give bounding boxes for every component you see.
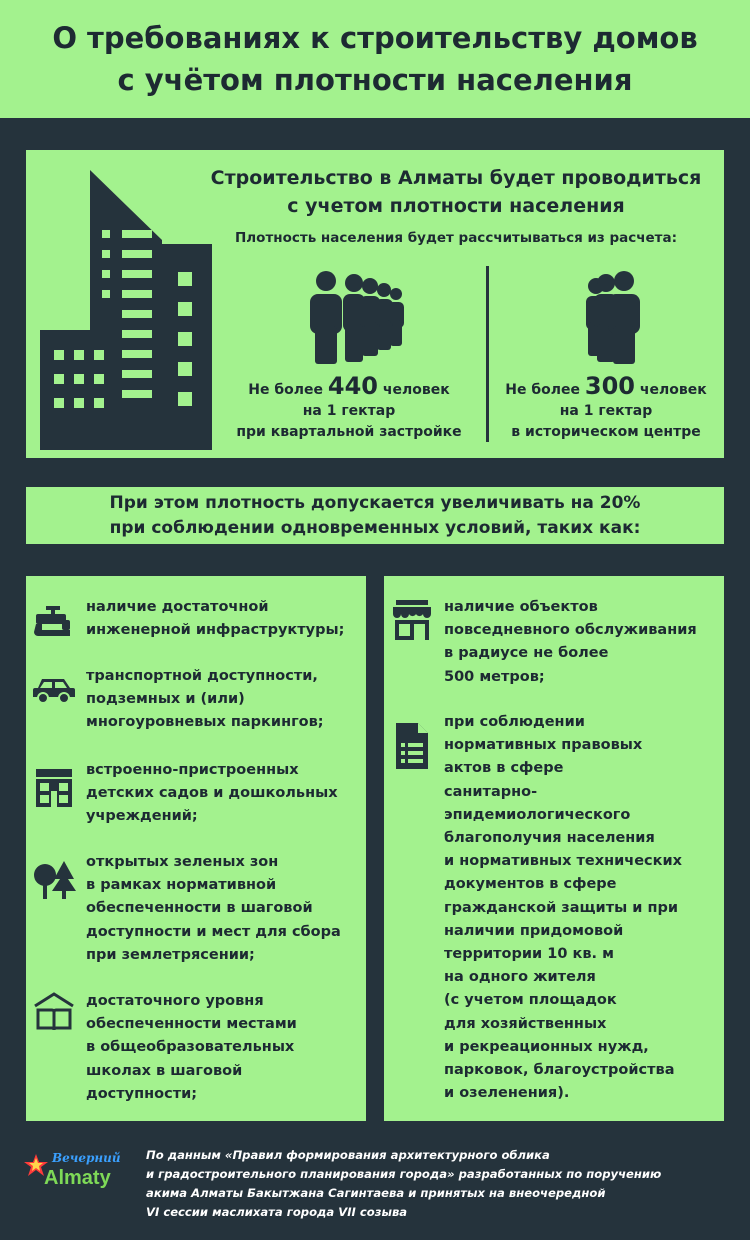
small-crowd-icon [568,270,648,365]
source-line: VI сессии маслихата города VII созыва [146,1205,408,1219]
faucet-icon [32,600,76,644]
kindergarten-icon [32,765,76,809]
text-line: доступности и мест для сбора [86,923,341,940]
condition-transport-text [86,665,361,735]
text-line: в общеобразовательных [86,1039,295,1056]
increase-banner [26,487,724,544]
text-line: повседневного обслуживания [444,622,697,639]
text-line: наличие достаточной [86,599,269,615]
text-line: и рекреационных нужд, [444,1038,649,1055]
text-line: подземных и (или) [86,691,245,708]
text-line: и озеленения). [444,1085,570,1102]
condition-kindergarten-text [86,759,361,829]
stat-quarter-suffix: человек [382,382,450,398]
stat-historic-line-2: на 1 гектар [559,403,653,419]
school-book-icon [32,990,76,1034]
stats-divider [486,266,489,442]
text-line: актов в сфере [444,760,564,777]
stat-quarter-line-3: при квартальной застройке [236,424,462,440]
text-line: обеспеченности местами [86,1016,297,1033]
text-line: на одного жителя [444,969,596,986]
page-header [0,0,750,118]
text-line: при соблюдении [444,714,585,730]
logo-top-text: Вечерний [52,1151,121,1165]
intro-headline [206,164,706,220]
text-line: в радиусе не более [444,645,609,662]
stat-historic-number: 300 [584,372,635,400]
density-panel [26,150,724,458]
text-line: детских садов и дошкольных [86,785,338,802]
text-line: гражданской защиты и при [444,899,679,916]
increase-line-2: при соблюдении одновременных условий, таких как: [109,517,641,538]
intro-headline-line-1: Строительство в Алматы будет проводиться [210,167,702,189]
stat-quarter [216,372,482,443]
text-line: эпидемиологического [444,806,631,823]
condition-services-text [444,596,719,689]
stat-quarter-prefix: Не более [248,382,324,398]
condition-green-zones-text [86,851,361,967]
text-line: многоуровневых паркингов; [86,714,324,731]
text-line: территории 10 кв. м [444,946,614,963]
stat-historic-suffix: человек [639,382,707,398]
stat-historic-line-1 [492,372,720,401]
condition-regulations-text [444,711,719,1105]
text-line: благополучия населения [444,830,655,847]
text-line: встроенно-пристроенных [86,762,299,778]
shop-icon [390,598,434,642]
intro-headline-line-2: с учетом плотности населения [287,195,625,217]
vechernii-almaty-logo [22,1148,132,1192]
condition-infrastructure-text [86,596,361,642]
text-line: нормативных правовых [444,737,643,754]
source-note [146,1146,736,1222]
text-line: транспортной доступности, [86,668,318,684]
text-line: санитарно- [444,783,538,800]
source-line: и градостроительного планирования города» разработанных по поручению [146,1167,662,1181]
text-line: достаточного уровня [86,993,264,1009]
increase-line-1: При этом плотность допускается увеличивать на 20% [109,492,641,513]
car-icon [32,665,76,709]
text-line: доступности; [86,1085,198,1102]
large-crowd-icon [304,270,410,365]
text-line: (с учетом площадок [444,992,617,1009]
document-icon [390,721,434,771]
text-line: 500 метров; [444,668,545,685]
text-line: открытых зеленых зон [86,854,279,870]
text-line: парковок, благоустройства [444,1062,675,1079]
text-line: в рамках нормативной [86,877,277,894]
stat-quarter-line-1 [216,372,482,401]
text-line: и нормативных технических [444,853,682,870]
conditions-right-column [384,576,724,1121]
trees-icon [32,857,76,901]
text-line: для хозяйственных [444,1015,607,1032]
conditions-left-column [26,576,366,1121]
stat-historic-prefix: Не более [505,382,581,398]
text-line: наличии придомовой [444,922,624,939]
source-line: По данным «Правил формирования архитектурного облика [146,1148,550,1162]
footer [0,1138,750,1240]
stat-quarter-line-2: на 1 гектар [302,403,396,419]
text-line: инженерной инфраструктуры; [86,622,345,639]
text-line: при землетрясении; [86,946,255,963]
stat-historic [492,372,720,443]
text-line: школах в шаговой [86,1062,243,1079]
text-line: учреждений; [86,808,198,825]
logo-bottom-text: Almaty [44,1167,111,1189]
stat-quarter-number: 440 [327,372,378,400]
stat-historic-line-3: в историческом центре [511,424,701,440]
text-line: документов в сфере [444,876,617,893]
text-line: наличие объектов [444,599,598,615]
intro-subline: Плотность населения будет рассчитываться из расчета: [234,230,677,246]
condition-schools-text [86,990,361,1106]
page-title-line-2: с учётом плотности населения [117,63,633,97]
text-line: обеспеченности в шаговой [86,900,313,917]
building-icon [40,168,216,450]
page-title-line-1: О требованиях к строительству домов [52,21,698,55]
source-line: акима Алматы Бакытжана Сагинтаева и принятых на внеочередной [146,1186,606,1200]
